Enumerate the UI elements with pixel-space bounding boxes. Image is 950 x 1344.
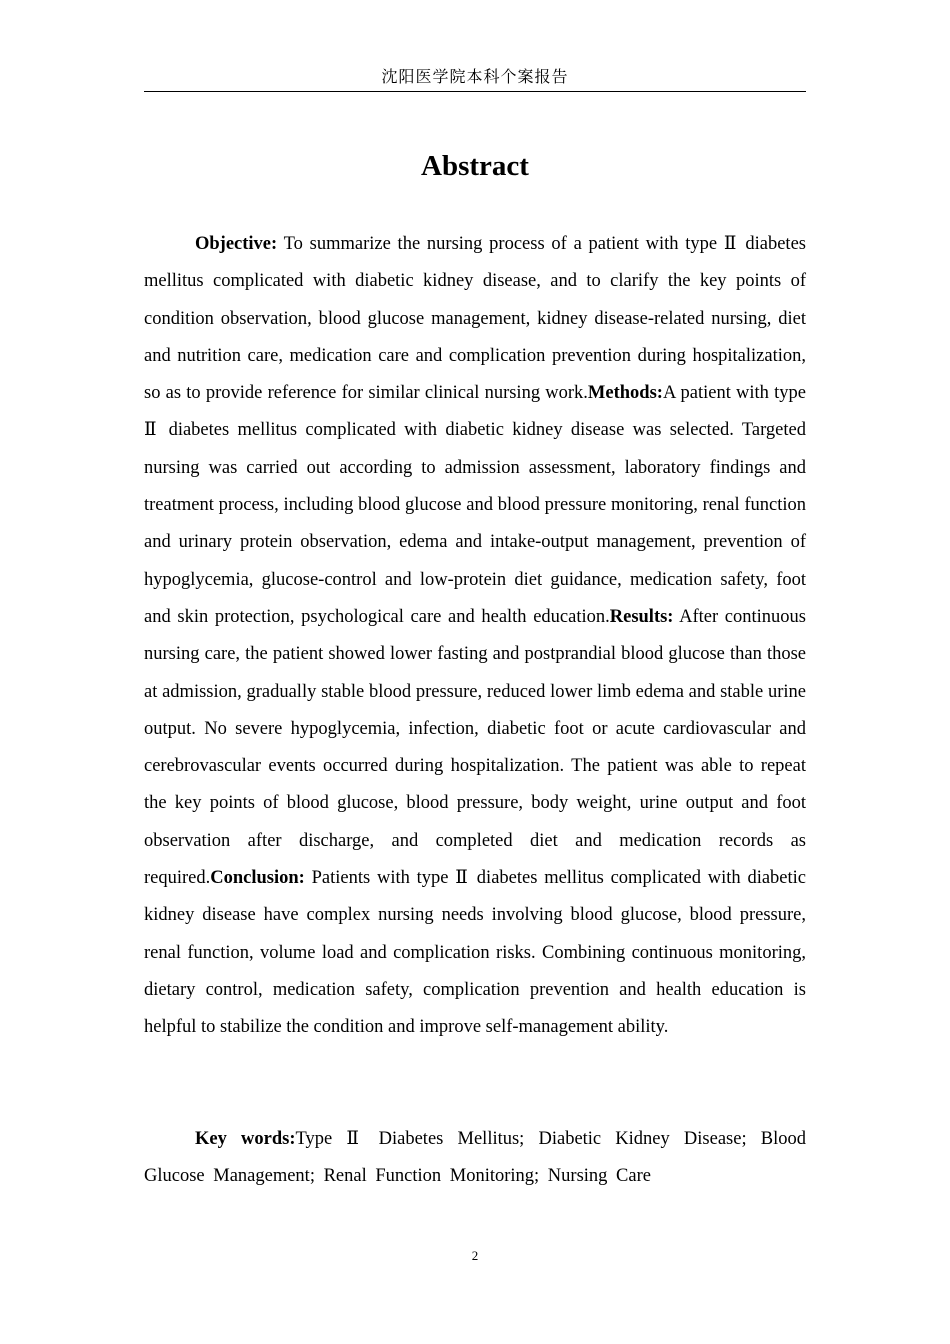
page-number: 2 bbox=[471, 1248, 479, 1263]
header-divider bbox=[144, 91, 806, 92]
methods-label: Methods: bbox=[587, 383, 663, 404]
methods-text: A patient with type Ⅱ diabetes mellitus complicated with diabetic kidney disease was selected. Targeted nursing was carried out according to admission assessment, laboratory findings and treatment process, including blood glucose and blood pressure monitoring, renal function and urinary protein observation, edema and intake-output management, prevention of hypoglycemia, glucose-control and low-protein diet guidance, medication safety, foot and skin protection, psychological care and health education. bbox=[144, 383, 806, 627]
objective-text: To summarize the nursing process of a patient with type Ⅱ diabetes mellitus complicated with diabetic kidney disease, and to clarify the key points of condition observation, blood glucose management, kidney disease-related nursing, diet and nutrition care, medication care and complication prevention during hospitalization, so as to provide reference for similar clinical nursing work. bbox=[144, 234, 806, 404]
keywords-paragraph bbox=[144, 1121, 806, 1196]
results-label: Results: bbox=[609, 606, 674, 627]
keywords-text: Type Ⅱ Diabetes Mellitus; Diabetic Kidney Disease; Blood Glucose Management; Renal Function Monitoring; Nursing Care bbox=[144, 1129, 806, 1187]
conclusion-label: Conclusion: bbox=[210, 868, 305, 889]
conclusion-text: Patients with type Ⅱ diabetes mellitus complicated with diabetic kidney disease have complex nursing needs involving blood glucose, blood pressure, renal function, volume load and complication risks. Combining continuous monitoring, dietary control, medication safety, complication prevention and health education is helpful to stabilize the condition and improve self-management ability. bbox=[144, 868, 806, 1038]
results-text: After continuous nursing care, the patient showed lower fasting and postprandial blood glucose than those at admission, gradually stable blood pressure, reduced lower limb edema and stable urine output. No severe hypoglycemia, infection, diabetic foot or acute cardiovascular and cerebrovascular events occurred during hospitalization. The patient was able to repeat the key points of blood glucose, blood pressure, body weight, urine output and foot observation after discharge, and completed diet and medication records as required. bbox=[144, 606, 806, 889]
abstract-paragraph bbox=[144, 226, 806, 1047]
objective-label: Objective: bbox=[195, 234, 278, 254]
page-header: 沈阳医学院本科个案报告 bbox=[381, 67, 569, 86]
keywords-label: Key words: bbox=[195, 1129, 296, 1149]
abstract-title: Abstract bbox=[421, 150, 529, 182]
